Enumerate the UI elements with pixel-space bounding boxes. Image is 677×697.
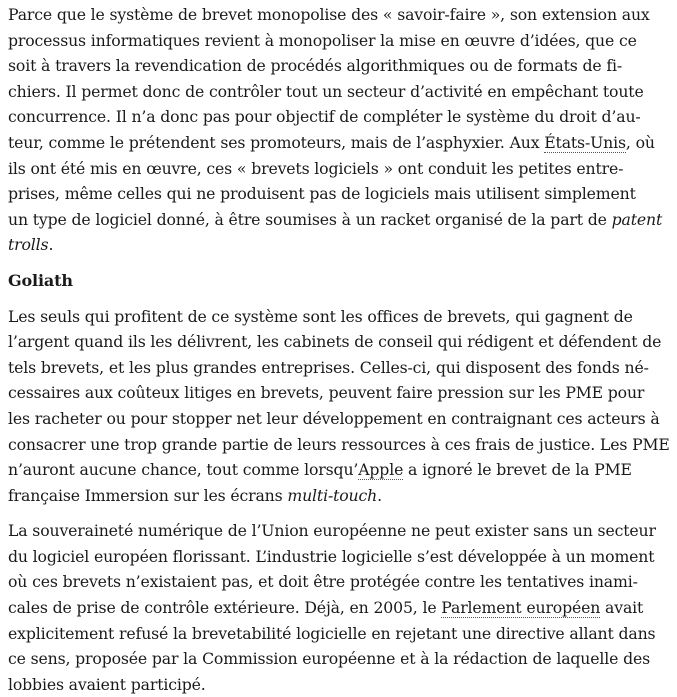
text-segment: un type de logiciel donné, à être soumises à un racket organisé de la part de — [8, 209, 612, 229]
text-segment: française Immersion sur les écrans — [8, 485, 288, 505]
text-line — [8, 595, 670, 621]
paragraph-software-patents — [8, 2, 670, 258]
emphasis-text: multi-touch — [287, 485, 378, 505]
text-segment: a ignoré le brevet de la PME — [403, 460, 632, 480]
text-segment: n’auront aucune chance, tout comme lorsqu’ — [8, 460, 359, 480]
link-etats-unis[interactable]: États-Unis — [544, 132, 626, 152]
text-line: les racheter ou pour stopper net leur développement en contraignant ces acteurs à — [8, 408, 660, 428]
text-segment: . — [377, 485, 382, 505]
text-line: Parce que le système de brevet monopolise des « savoir-faire », son extension aux — [8, 5, 650, 24]
text-line: La souveraineté numérique de l’Union européenne ne peut exister sans un secteur — [8, 521, 656, 541]
text-segment: . — [48, 235, 54, 255]
text-line: Les seuls qui profitent de ce système sont les offices de brevets, qui gagnent de — [8, 306, 633, 326]
text-line — [8, 207, 670, 233]
text-line: l’argent quand ils les délivrent, les cabinets de conseil qui rédigent et défendent de — [8, 332, 662, 352]
text-line: ils ont été mis en œuvre, ces « brevets logiciels » ont conduit les petites entre- — [8, 158, 624, 178]
text-line: concurrence. Il n’a donc pas pour objectif de compléter le système du droit d’au- — [8, 107, 641, 127]
section-heading: Goliath — [8, 270, 73, 290]
text-line: où ces brevets n’existaient pas, et doit être protégée contre les tentatives inami- — [8, 572, 638, 592]
text-line: explicitement refusé la brevetabilité logicielle en rejetant une directive allant dans — [8, 623, 656, 643]
emphasis-text: trolls — [8, 235, 49, 255]
text-line: soit à travers la revendication de procédés algorithmiques ou de formats de fi- — [8, 56, 623, 76]
text-line: lobbies avaient participé. — [8, 674, 206, 694]
text-line: chiers. Il permet donc de contrôler tout un secteur d’activité en empêchant toute — [8, 81, 644, 101]
text-line — [8, 457, 670, 483]
emphasis-text: patent — [611, 209, 663, 229]
text-line: prises, même celles qui ne produisent pas de logiciels mais utilisent simplement — [8, 184, 636, 204]
text-line: cessaires aux coûteux litiges en brevets, peuvent faire pression sur les PME pour — [8, 383, 645, 403]
text-line: ce sens, proposée par la Commission européenne et à la rédaction de laquelle des — [8, 649, 651, 669]
text-line: consacrer une trop grande partie de leurs ressources à ces frais de justice. Les PME — [8, 434, 670, 454]
text-segment: , où — [625, 132, 655, 152]
paragraph-goliath — [8, 304, 670, 509]
text-line — [8, 483, 670, 509]
text-line — [8, 130, 670, 156]
text-line: du logiciel européen florissant. L’industrie logicielle s’est développée à un moment — [8, 546, 655, 566]
text-line: processus informatiques revient à monopoliser la mise en œuvre d’idées, que ce — [8, 30, 637, 50]
text-line: tels brevets, et les plus grandes entreprises. Celles-ci, qui disposent des fonds né- — [8, 357, 649, 377]
link-parlement-europeen[interactable]: Parlement européen — [441, 598, 601, 618]
text-segment: avait — [600, 598, 644, 618]
link-apple[interactable]: Apple — [358, 460, 404, 480]
text-segment: cales de prise de contrôle extérieure. Déjà, en 2005, le — [8, 598, 442, 618]
text-segment: teur, comme le prétendent ses promoteurs, mais de l’asphyxier. Aux — [8, 132, 545, 152]
paragraph-sovereignty — [8, 518, 670, 697]
article-body — [8, 2, 670, 697]
text-line — [8, 232, 670, 258]
